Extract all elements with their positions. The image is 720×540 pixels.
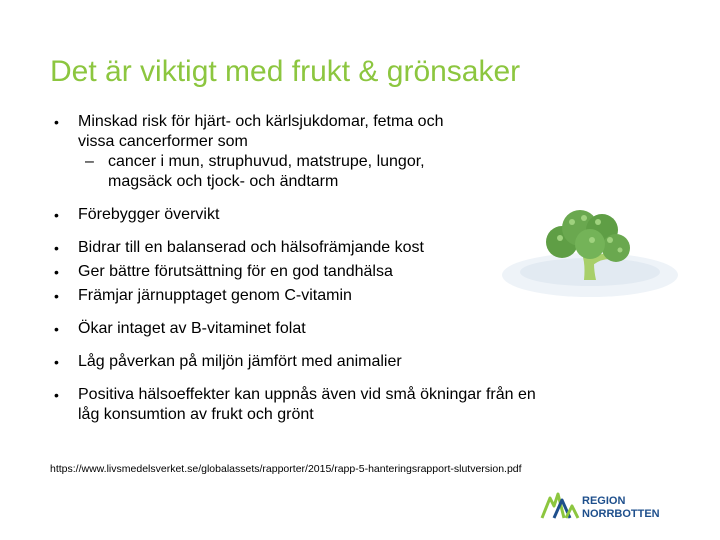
bullet-marker: •	[54, 354, 59, 370]
bullet-item	[50, 352, 610, 372]
region-norrbotten-logo-icon	[540, 488, 690, 529]
bullet-item	[50, 319, 610, 339]
bullet-text-line: Minskad risk för hjärt- och kärlsjukdomar, fetma och	[78, 113, 444, 130]
bullet-marker: •	[54, 114, 59, 130]
bullet-text-line: Förebygger övervikt	[78, 206, 220, 223]
bullet-marker: •	[54, 288, 59, 304]
bullet-item	[50, 385, 610, 425]
bullet-text-line: Ger bättre förutsättning för en god tandhälsa	[78, 263, 393, 280]
dash-marker: –	[85, 153, 94, 170]
sub-bullet-text-line: magsäck och tjock- och ändtarm	[108, 173, 339, 190]
logo-text-line1: REGION	[582, 495, 626, 507]
sub-bullet-text-line: cancer i mun, struphuvud, matstrupe, lungor,	[108, 153, 425, 170]
bullet-text-line: Främjar järnupptaget genom C-vitamin	[78, 287, 352, 304]
bullet-text-line: låg konsumtion av frukt och grönt	[78, 406, 314, 423]
slide-title: Det är viktigt med frukt & grönsaker	[50, 55, 521, 88]
bullet-text-line: Bidrar till en balanserad och hälsofrämjande kost	[78, 239, 424, 256]
bullet-marker: •	[54, 387, 59, 403]
sub-bullet-item	[50, 152, 610, 192]
bullet-marker: •	[54, 207, 59, 223]
bullet-marker: •	[54, 240, 59, 256]
bullet-text-line: Ökar intaget av B-vitaminet folat	[78, 320, 306, 337]
bullet-marker: •	[54, 321, 59, 337]
bullet-text-line: Positiva hälsoeffekter kan uppnås även vid små ökningar från en	[78, 386, 536, 403]
bullet-item	[50, 112, 610, 152]
bullet-text-line: vissa cancerformer som	[78, 133, 248, 150]
logo-text-line2: NORRBOTTEN	[582, 508, 660, 520]
broccoli-on-plate-icon	[500, 200, 680, 305]
bullet-text-line: Låg påverkan på miljön jämfört med animalier	[78, 353, 402, 370]
source-url: https://www.livsmedelsverket.se/globalassets/rapporter/2015/rapp-5-hanteringsrapport-slutversion.pdf	[50, 463, 522, 475]
bullet-marker: •	[54, 264, 59, 280]
